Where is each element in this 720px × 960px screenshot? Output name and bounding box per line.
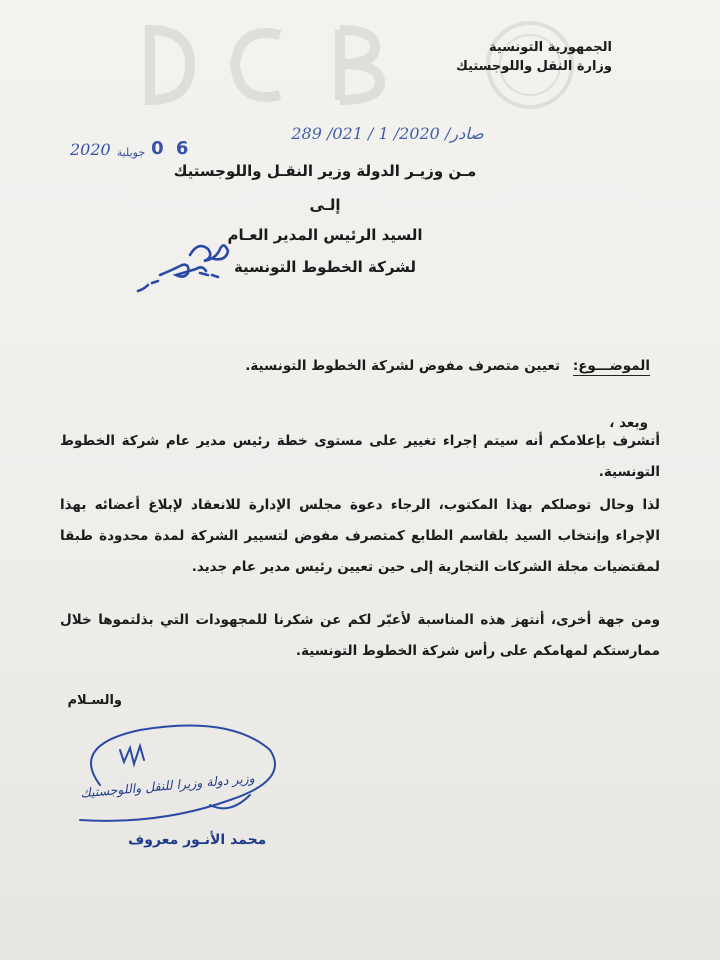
- letter-date: [70, 138, 191, 159]
- closing-salutation: والسـلام: [67, 693, 122, 708]
- body-paragraph-2: لذا وحال توصلكم بهذا المكتوب، الرجاء دعوة مجلس الإدارة للانعقاد لإبلاغ أعضائه بهذا الإجراء وإنتخاب السيد بلقاسم الطابع كمتصرف مفوض لتسيير الشركة لمدة محدودة طبقا لمقتضيات مجلة الشركات التجارية إلى حين تعيين رئيس مدير عام جديد.: [60, 497, 660, 575]
- header-line2: وزارة النقل واللوجستيك: [455, 59, 612, 74]
- subject-text: تعيين متصرف مفوض لشركة الخطوط التونسية.: [245, 358, 561, 374]
- ministry-header: [456, 38, 612, 76]
- header-line1: الجمهورية التونسية: [488, 40, 612, 55]
- to-line: إلـى: [309, 196, 341, 214]
- subject-line: [70, 358, 650, 374]
- signatory-title: وزير دولة وزيرا للنقل واللوجستيك: [79, 770, 256, 801]
- sender-line: مـن وزيـر الدولة وزير النقـل واللوجستيك: [173, 162, 477, 180]
- handwritten-margin-note: [130, 225, 240, 305]
- reference-number: صادر/ 2020/ 1 / 021/ 289: [291, 124, 484, 143]
- recipient-line1: السيد الرئيس المدير العـام: [227, 226, 423, 244]
- body-paragraph-1: أتشرف بإعلامكم أنه سيتم إجراء تغيير على مستوى خطة رئيس مدير عام شركة الخطوط التونسية.: [60, 433, 660, 480]
- body-paragraph-3: ومن جهة أخرى، أنتهز هذه المناسبة لأعبّر لكم عن شكرنا للمجهودات التي بذلتموها خلال ممارستكم لمهامكم على رأس شركة الخطوط التونسية.: [60, 612, 660, 659]
- date-month: جويلية: [116, 146, 146, 159]
- date-day: 0 6: [151, 138, 192, 159]
- greeting: وبعد ،: [609, 415, 648, 431]
- signatory-name: محمد الأنـور معروف: [128, 832, 267, 848]
- recipient-line2: لشركة الخطوط التونسية: [233, 258, 417, 276]
- date-year: 2020: [70, 140, 111, 159]
- subject-label: الموضـــوع:: [572, 358, 650, 374]
